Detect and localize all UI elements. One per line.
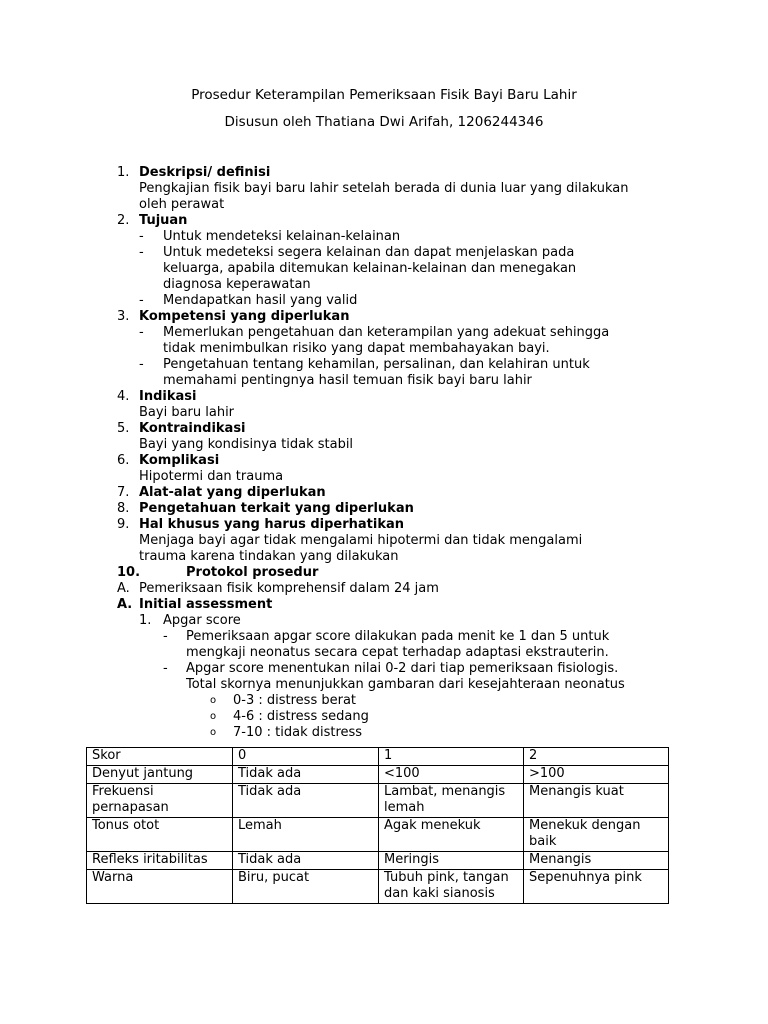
section-heading: 9. Hal khusus yang harus diperhatikan [117, 517, 405, 532]
table-cell: Agak menekuk [379, 818, 524, 852]
bullet-item: o 7-10 : tidak distress [210, 725, 363, 740]
dash-item-cont: mengkaji neonatus secara cepat terhadap adaptasi ekstrauterin. [186, 645, 609, 660]
section-heading: 4. Indikasi [117, 389, 197, 404]
table-cell: Menekuk dengan baik [524, 818, 669, 852]
table-header-cell: 1 [379, 748, 524, 766]
section-heading: 3. Kompetensi yang diperlukan [117, 309, 350, 324]
section-heading: 7. Alat-alat yang diperlukan [117, 485, 326, 500]
bullet-item: o 4-6 : distress sedang [210, 709, 369, 724]
section-text: Bayi baru lahir [139, 405, 235, 420]
section-heading: 8. Pengetahuan terkait yang diperlukan [117, 501, 414, 516]
table-cell: Denyut jantung [87, 766, 233, 784]
section-heading: 6. Komplikasi [117, 453, 220, 468]
table-row [87, 766, 669, 784]
protocol-item: A. Pemeriksaan fisik komprehensif dalam 24 jam [117, 581, 439, 596]
table-cell: Menangis kuat [524, 784, 669, 818]
table-row [87, 870, 669, 904]
apgar-score-table [86, 747, 669, 904]
apgar-item: 1. Apgar score [139, 613, 241, 628]
table-cell: <100 [379, 766, 524, 784]
section-heading: 10. Protokol prosedur [117, 565, 319, 580]
dash-item: - Memerlukan pengetahuan dan keterampilan yang adekuat sehingga [139, 325, 610, 340]
table-header-cell: 0 [233, 748, 379, 766]
section-text: Menjaga bayi agar tidak mengalami hipotermi dan tidak mengalami [139, 533, 583, 548]
section-text: oleh perawat [139, 197, 225, 212]
section-heading: 5. Kontraindikasi [117, 421, 246, 436]
table-cell: Tonus otot [87, 818, 233, 852]
table-cell: Meringis [379, 852, 524, 870]
section-text: Bayi yang kondisinya tidak stabil [139, 437, 354, 452]
table-cell: Warna [87, 870, 233, 904]
dash-item: - Pengetahuan tentang kehamilan, persalinan, dan kelahiran untuk [139, 357, 590, 372]
table-cell: Tubuh pink, tangan dan kaki sianosis [379, 870, 524, 904]
table-cell: Refleks iritabilitas [87, 852, 233, 870]
dash-item: - Pemeriksaan apgar score dilakukan pada menit ke 1 dan 5 untuk [163, 629, 610, 644]
table-row [87, 784, 669, 818]
dash-item-cont: keluarga, apabila ditemukan kelainan-kelainan dan menegakan [163, 261, 577, 276]
table-cell: Tidak ada [233, 766, 379, 784]
dash-item-cont: memahami pentingnya hasil temuan fisik bayi baru lahir [163, 373, 532, 388]
dash-item-cont: Total skornya menunjukkan gambaran dari kesejahteraan neonatus [186, 677, 625, 692]
document-body [0, 165, 768, 741]
table-row [87, 818, 669, 852]
dash-item-cont: tidak menimbulkan risiko yang dapat membahayakan bayi. [163, 341, 550, 356]
table-cell: Frekuensi pernapasan [87, 784, 233, 818]
table-cell: Sepenuhnya pink [524, 870, 669, 904]
section-text: Hipotermi dan trauma [139, 469, 284, 484]
section-text: Pengkajian fisik bayi baru lahir setelah berada di dunia luar yang dilakukan [139, 181, 629, 196]
section-text: trauma karena tindakan yang dilakukan [139, 549, 399, 564]
dash-item: - Untuk mendeteksi kelainan-kelainan [139, 229, 401, 244]
table-header-row [87, 748, 669, 766]
section-heading: 2. Tujuan [117, 213, 188, 228]
table-cell: Lambat, menangis lemah [379, 784, 524, 818]
author-line: Disusun oleh Thatiana Dwi Arifah, 1206244346 [224, 114, 544, 130]
table-cell: >100 [524, 766, 669, 784]
document-title: Prosedur Keterampilan Pemeriksaan Fisik Bayi Baru Lahir [191, 87, 577, 103]
bullet-item: o 0-3 : distress berat [210, 693, 357, 708]
table-cell: Lemah [233, 818, 379, 852]
table-cell: Tidak ada [233, 784, 379, 818]
dash-item: - Mendapatkan hasil yang valid [139, 293, 358, 308]
table-cell: Biru, pucat [233, 870, 379, 904]
table-row [87, 852, 669, 870]
table-cell: Tidak ada [233, 852, 379, 870]
table-header-cell: 2 [524, 748, 669, 766]
section-heading: 1. Deskripsi/ definisi [117, 165, 271, 180]
dash-item: - Untuk medeteksi segera kelainan dan dapat menjelaskan pada [139, 245, 575, 260]
protocol-item: A. Initial assessment [117, 597, 273, 612]
table-cell: Menangis [524, 852, 669, 870]
dash-item: - Apgar score menentukan nilai 0-2 dari tiap pemeriksaan fisiologis. [163, 661, 619, 676]
dash-item-cont: diagnosa keperawatan [163, 277, 311, 292]
table-header-cell: Skor [87, 748, 233, 766]
